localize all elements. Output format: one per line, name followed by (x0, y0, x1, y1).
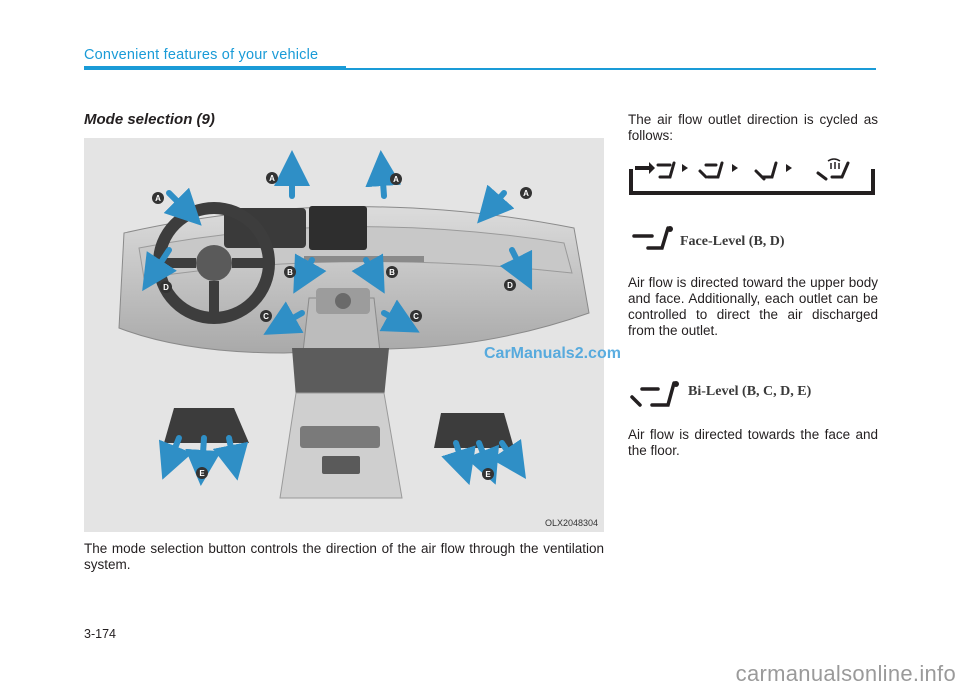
callout-label: A (393, 175, 399, 184)
callout-label: C (263, 312, 269, 321)
page-number: 3-174 (84, 627, 116, 641)
callout-label: B (287, 268, 293, 277)
callout-label: C (413, 312, 419, 321)
watermark-carmanualsonline: carmanualsonline.info (735, 661, 956, 686)
cycle-intro: The air flow outlet direction is cycled as follows: (628, 112, 878, 143)
callout-label: E (199, 469, 205, 478)
callout-label: A (269, 174, 275, 183)
header-rule-thin (346, 68, 876, 70)
dashboard-illustration (84, 138, 604, 532)
callout-label: E (485, 470, 491, 479)
face-level-label: Face-Level (B, D) (680, 234, 785, 249)
callout-label: D (507, 281, 513, 290)
callout-label: A (155, 194, 161, 203)
mode-button-description: The mode selection button controls the direction of the air flow through the ventilation system. (84, 541, 604, 572)
dashboard-vent-figure (84, 138, 604, 532)
header-rule-thick (84, 66, 346, 70)
face-level-icon (630, 226, 676, 254)
figure-code: OLX2048304 (544, 518, 598, 528)
section-title: Mode selection (9) (84, 111, 215, 128)
section-header: Convenient features of your vehicle (84, 47, 319, 63)
callout-label: D (163, 283, 169, 292)
callout-label: A (523, 189, 529, 198)
bi-level-label: Bi-Level (B, C, D, E) (688, 384, 812, 399)
bi-level-icon (628, 381, 682, 411)
watermark-carmanuals2: CarManuals2.com (484, 345, 621, 362)
face-level-description: Air flow is directed toward the upper body and face. Additionally, each outlet can be controlled to direct the air discharged from the outlet. (628, 275, 878, 338)
mode-cycle-diagram (628, 155, 876, 197)
callout-label: B (389, 268, 395, 277)
bi-level-description: Air flow is directed towards the face and the floor. (628, 427, 878, 458)
